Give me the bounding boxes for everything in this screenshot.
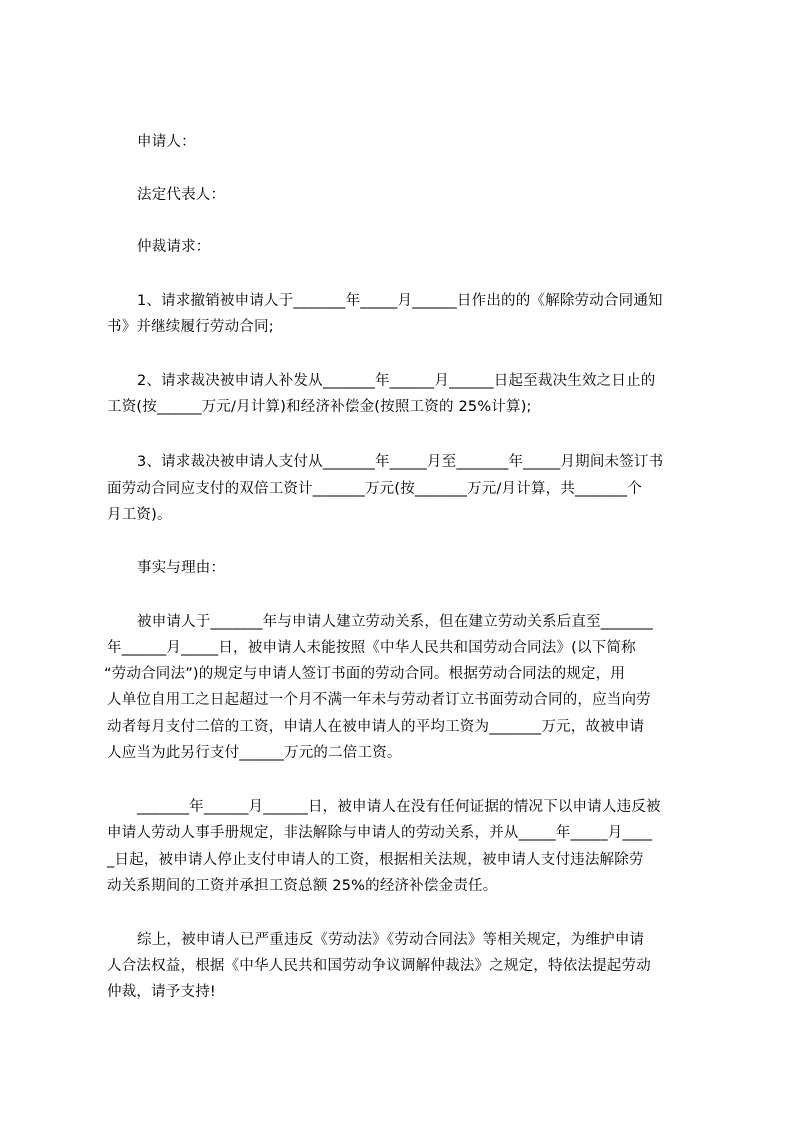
facts-para-2-line-3: _日起，被申请人停止支付申请人的工资，根据相关法规，被申请人支付违法解除劳 — [107, 852, 644, 868]
facts-para-2-line-4: 动关系期间的工资并承担工资总额 25%的经济补偿金责任。 — [107, 878, 498, 894]
facts-para-2-line-2: 申请人劳动人事手册规定，非法解除与申请人的劳动关系，并从_____年_____月____ — [107, 825, 653, 841]
claim-3-line-1: 3、请求裁决被申请人支付从_______年_____月至_______年_____月期间未签订书 — [137, 454, 664, 470]
facts-para-3-line-2: 人合法权益，根据《中华人民共和国劳动争议调解仲裁法》之规定，特依法提起劳动 — [107, 958, 651, 974]
claim-2-line-1: 2、请求裁决被申请人补发从_______年______月______日起至裁决生效之日止的 — [137, 373, 656, 389]
facts-para-1-line-1: 被申请人于_______年与申请人建立劳动关系，但在建立劳动关系后直至_______ — [137, 614, 653, 630]
facts-para-3-line-3: 仲裁，请予支持! — [107, 984, 216, 1000]
applicant-label: 申请人： — [137, 134, 196, 150]
claim-3-line-3: 月工资)。 — [107, 507, 172, 523]
facts-para-1-line-3: “劳动合同法”)的规定与申请人签订书面的劳动合同。根据劳动合同法的规定，用 — [104, 666, 626, 682]
claim-1-line-2: 书》并继续履行劳动合同; — [107, 319, 274, 335]
claims-heading: 仲裁请求： — [137, 239, 211, 255]
facts-para-1-line-5: 动者每月支付二倍的工资，申请人在被申请人的平均工资为_______万元，故被申请 — [107, 719, 645, 735]
facts-para-1-line-6: 人应当为此另行支付______万元的二倍工资。 — [107, 745, 402, 761]
facts-para-1-line-2: 年______月_____日，被申请人未能按照《中华人民共和国劳动合同法》(以下简称 — [107, 640, 636, 656]
legal-representative-label: 法定代表人： — [137, 187, 226, 203]
facts-para-2-line-1: _______年______月______日，被申请人在没有任何证据的情况下以申请人违反被 — [137, 799, 661, 815]
claim-3-line-2: 面劳动合同应支付的双倍工资计_______万元(按_______万元/月计算，共_______个 — [107, 481, 642, 497]
facts-para-3-line-1: 综上，被申请人已严重违反《劳动法》《劳动合同法》等相关规定，为维护申请 — [137, 932, 645, 948]
facts-para-1-line-4: 人单位自用工之日起超过一个月不满一年未与劳动者订立书面劳动合同的，应当向劳 — [107, 692, 651, 708]
facts-heading: 事实与理由： — [137, 560, 226, 576]
claim-1-line-1: 1、请求撤销被申请人于_______年_____月______日作出的的《解除劳动合同通知 — [137, 293, 663, 309]
claim-2-line-2: 工资(按______万元/月计算)和经济补偿金(按照工资的 25%计算); — [107, 399, 532, 415]
